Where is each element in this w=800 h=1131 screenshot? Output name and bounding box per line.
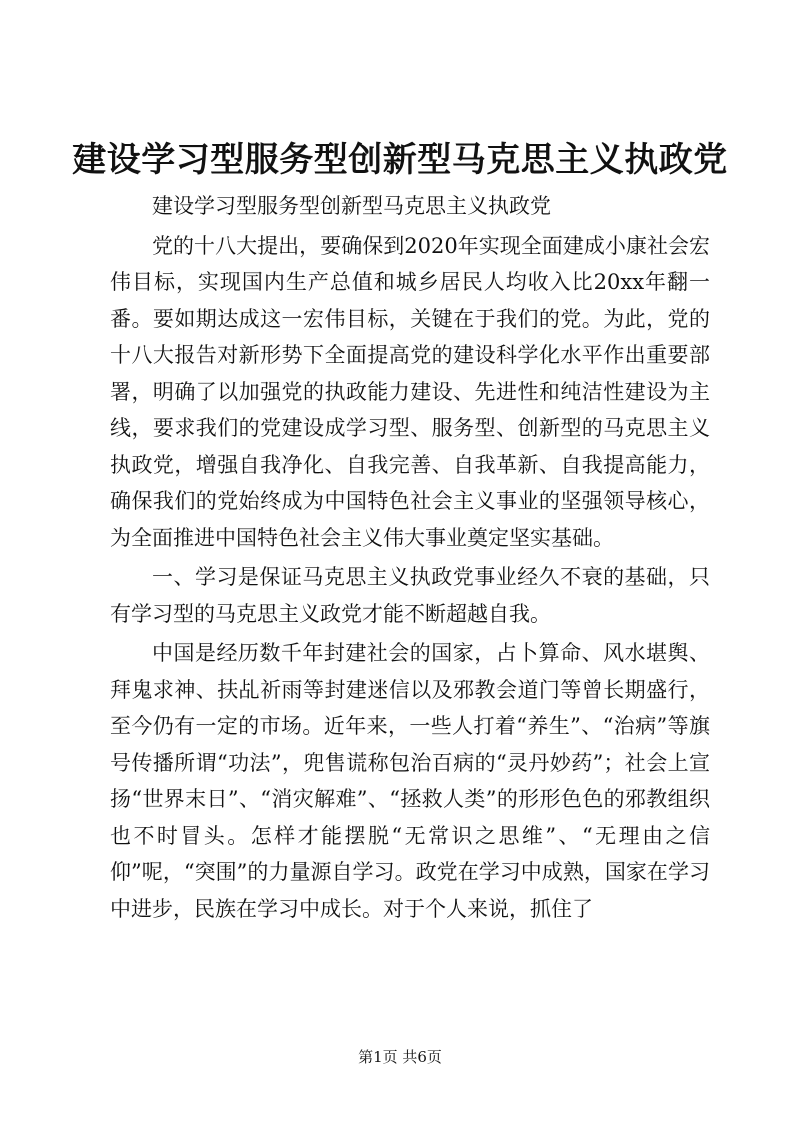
document-title: 建设学习型服务型创新型马克思主义执政党: [72, 140, 728, 180]
body-paragraph: 中国是经历数千年封建社会的国家，占卜算命、风水堪舆、拜鬼求神、扶乩祈雨等封建迷信以及邪教会道门等曾长期盛行，至今仍有一定的市场。近年来，一些人打着“养生”、“治病”等旗号传播所谓“功法”，兜售谎称包治百病的“灵丹妙药”；社会上宣扬“世界末日”、“消灾解难”、“拯救人类”的形形色色的邪教组织也不时冒头。怎样才能摆脱“无常识之思维”、“无理由之信仰”呢，“突围”的力量源自学习。政党在学习中成熟，国家在学习中进步，民族在学习中成长。对于个人来说，抓住了: [110, 641, 710, 921]
subtitle-paragraph: 建设学习型服务型创新型马克思主义执政党: [152, 194, 551, 218]
body-paragraph: 党的十八大提出，要确保到2020年实现全面建成小康社会宏伟目标，实现国内生产总值和城乡居民人均收入比20xx年翻一番。要如期达成这一宏伟目标，关键在于我们的党。为此，党的十八大报告对新形势下全面提高党的建设科学化水平作出重要部署，明确了以加强党的执政能力建设、先进性和纯洁性建设为主线，要求我们的党建设成学习型、服务型、创新型的马克思主义执政党，增强自我净化、自我完善、自我革新、自我提高能力，确保我们的党始终成为中国特色社会主义事业的坚强领导核心，为全面推进中国特色社会主义伟大事业奠定坚实基础。: [110, 233, 710, 550]
page-footer: 第1页 共6页: [358, 1048, 442, 1066]
document-body: [110, 188, 710, 927]
body-paragraph: 一、学习是保证马克思主义执政党事业经久不衰的基础，只有学习型的马克思主义政党才能不断超越自我。: [110, 565, 710, 626]
